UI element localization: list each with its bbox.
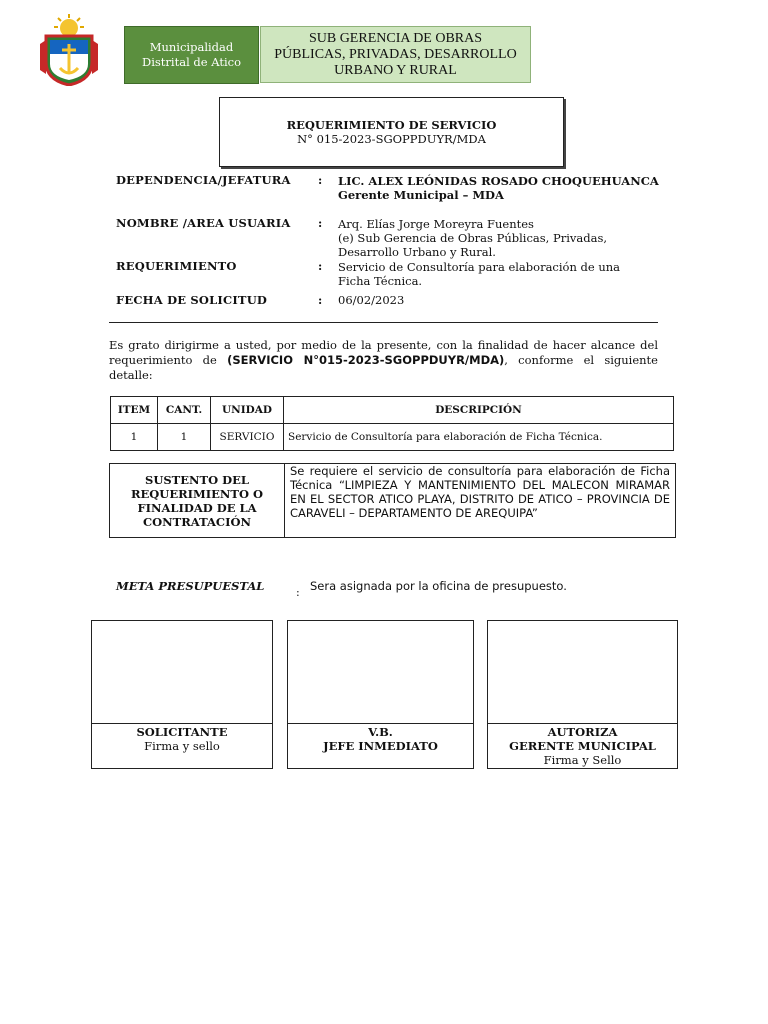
municipality-name-line2: Distrital de Atico xyxy=(142,55,241,69)
sustento-label-line2: REQUERIMIENTO O xyxy=(130,486,264,501)
column-header-unidad: UNIDAD xyxy=(211,397,284,424)
requerimiento-value-line2: Ficha Técnica. xyxy=(338,274,423,288)
cell-unidad: SERVICIO xyxy=(211,424,284,451)
sustento-label-line4: CONTRATACIÓN xyxy=(142,514,251,529)
nombre-area-label: NOMBRE /AREA USUARIA xyxy=(116,216,291,230)
nombre-area-value-line1: Arq. Elías Jorge Moreyra Fuentes xyxy=(338,217,534,231)
sustento-box xyxy=(109,463,676,538)
signature-autoriza-note: Firma y Sello xyxy=(543,753,622,767)
signature-vb-role: JEFE INMEDIATO xyxy=(323,739,438,753)
signature-box-autoriza xyxy=(487,620,678,769)
signature-area xyxy=(488,621,677,724)
subgerencia-line2: PÚBLICAS, PRIVADAS, DESARROLLO xyxy=(274,46,517,62)
dependencia-value-position: Gerente Municipal – MDA xyxy=(338,188,504,202)
subgerencia-line1: SUB GERENCIA DE OBRAS xyxy=(308,30,483,46)
sustento-text: Se requiere el servicio de consultoría para elaboración de Ficha Técnica “LIMPIEZA Y MANTENIMIENTO DEL MALECON MIRAMAR EN EL SECTOR ATICO PLAYA, DISTRITO DE ATICO – PROVINCIA DE CARAVELI – DEPARTAMENTO DE AREQUIPA” xyxy=(290,464,670,520)
document-number: N° 015-2023-SGOPPDUYR/MDA xyxy=(297,132,486,146)
sustento-label-line1: SUSTENTO DEL xyxy=(145,472,249,487)
cell-item: 1 xyxy=(111,424,158,451)
column-header-descripcion: DESCRIPCIÓN xyxy=(284,397,674,424)
items-table-header-row xyxy=(111,397,674,424)
sustento-label-line3: FINALIDAD DE LA xyxy=(137,500,257,515)
items-table xyxy=(110,396,674,451)
dependencia-label: DEPENDENCIA/JEFATURA xyxy=(116,173,291,187)
column-header-item: ITEM xyxy=(111,397,158,424)
cell-cant: 1 xyxy=(158,424,211,451)
requerimiento-colon: : xyxy=(318,259,323,273)
intro-reference-bold: (SERVICIO N°015-2023-SGOPPDUYR/MDA) xyxy=(227,353,505,367)
dependencia-value-name: LIC. ALEX LEÓNIDAS ROSADO CHOQUEHUANCA xyxy=(338,174,659,188)
signature-box-vb xyxy=(287,620,474,769)
signature-autoriza-title: AUTORIZA xyxy=(547,725,618,739)
municipality-header-box xyxy=(124,26,259,84)
requerimiento-value-line1: Servicio de Consultoría para elaboración de una xyxy=(338,260,621,274)
requerimiento-label: REQUERIMIENTO xyxy=(116,259,237,273)
cell-descripcion: Servicio de Consultoría para elaboración de Ficha Técnica. xyxy=(284,424,674,451)
meta-presupuestal-value: Sera asignada por la oficina de presupuesto. xyxy=(310,579,567,593)
signature-area xyxy=(288,621,473,724)
nombre-area-colon: : xyxy=(318,216,323,230)
signature-solicitante-title: SOLICITANTE xyxy=(136,725,228,739)
municipality-name-line1: Municipalidad xyxy=(149,40,234,54)
nombre-area-value-line2: (e) Sub Gerencia de Obras Públicas, Privadas, xyxy=(338,231,608,245)
intro-paragraph xyxy=(109,338,658,383)
municipal-seal-logo xyxy=(38,14,100,86)
fecha-colon: : xyxy=(318,293,323,307)
meta-presupuestal-colon: : xyxy=(296,586,300,599)
sustento-label xyxy=(110,464,285,537)
dependencia-colon: : xyxy=(318,173,323,187)
intro-text-start: Es grato dirigirme a usted, por medio de la presente, con la finalidad de hacer alcance del requerimiento de xyxy=(109,338,658,367)
fecha-value: 06/02/2023 xyxy=(338,293,405,307)
subgerencia-line3: URBANO Y RURAL xyxy=(334,62,457,78)
signature-solicitante-note: Firma y sello xyxy=(144,739,220,753)
document-title-box xyxy=(219,97,564,167)
signature-vb-title: V.B. xyxy=(368,725,393,739)
signature-area xyxy=(92,621,272,724)
signature-box-solicitante xyxy=(91,620,273,769)
column-header-cant: CANT. xyxy=(158,397,211,424)
document-title: REQUERIMIENTO DE SERVICIO xyxy=(286,118,497,132)
separator-line xyxy=(109,322,658,323)
subgerencia-header-box xyxy=(260,26,531,83)
signature-autoriza-role: GERENTE MUNICIPAL xyxy=(509,739,656,753)
meta-presupuestal-label: META PRESUPUESTAL xyxy=(116,579,265,593)
intro-text-end: , conforme el siguiente detalle: xyxy=(109,353,658,382)
table-row xyxy=(111,424,674,451)
fecha-label: FECHA DE SOLICITUD xyxy=(116,293,268,307)
nombre-area-value-line3: Desarrollo Urbano y Rural. xyxy=(338,245,496,259)
